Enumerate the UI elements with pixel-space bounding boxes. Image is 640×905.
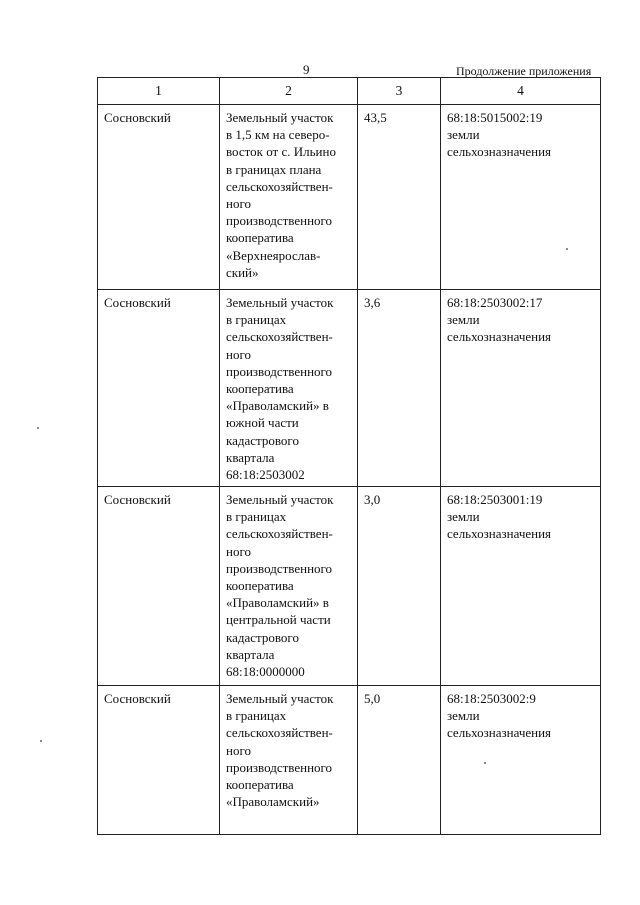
table-row: [98, 290, 601, 487]
scan-speck: [37, 427, 39, 429]
scan-speck: [566, 248, 568, 250]
land-plots-table: [97, 77, 601, 835]
district-text: Сосновский: [104, 295, 171, 310]
column-header: 4: [441, 78, 601, 105]
district-cell: [98, 290, 220, 487]
area-text: 3,0: [364, 492, 381, 507]
area-cell: [358, 487, 441, 686]
description-text: Земельный участок в границах сельскохозяйствен- ного производственного кооператива «Праволамский» в центральной части кадастрового квартала 68:18:0000000: [226, 492, 334, 680]
cadastre-text: 68:18:2503002:9 земли сельхозназначения: [447, 691, 552, 741]
column-header: 1: [98, 78, 220, 105]
description-cell: [220, 290, 358, 487]
area-text: 5,0: [364, 691, 381, 706]
area-cell: [358, 290, 441, 487]
district-cell: [98, 487, 220, 686]
description-cell: [220, 487, 358, 686]
cadastre-cell: [441, 487, 601, 686]
description-cell: [220, 686, 358, 835]
cadastre-text: 68:18:2503001:19 земли сельхозназначения: [447, 492, 552, 542]
description-text: Земельный участок в границах сельскохозяйствен- ного производственного кооператива «Праволамский» в южной части кадастрового квартала 68:18:2503002: [226, 295, 334, 483]
page-number: 9: [303, 62, 310, 77]
column-header: 2: [220, 78, 358, 105]
district-text: Сосновский: [104, 691, 171, 706]
continuation-note: Продолжение приложения: [456, 64, 592, 78]
scan-speck: [40, 740, 42, 742]
area-cell: [358, 686, 441, 835]
area-cell: [358, 105, 441, 290]
description-text: Земельный участок в границах сельскохозяйствен- ного производственного кооператива «Праволамский»: [226, 691, 334, 810]
cadastre-cell: [441, 686, 601, 835]
scan-speck: [484, 762, 486, 764]
area-text: 3,6: [364, 295, 381, 310]
cadastre-text: 68:18:2503002:17 земли сельхозназначения: [447, 295, 552, 345]
description-text: Земельный участок в 1,5 км на северо- восток от с. Ильино в границах плана сельскохозяйствен- ного производственного кооператива «Верхнеярослав- ский»: [226, 110, 336, 280]
area-text: 43,5: [364, 110, 387, 125]
cadastre-cell: [441, 290, 601, 487]
table-header-row: [98, 78, 601, 105]
column-header: 3: [358, 78, 441, 105]
cadastre-text: 68:18:5015002:19 земли сельхозназначения: [447, 110, 552, 160]
table-row: [98, 487, 601, 686]
cadastre-cell: [441, 105, 601, 290]
description-cell: [220, 105, 358, 290]
district-text: Сосновский: [104, 110, 171, 125]
table-row: [98, 105, 601, 290]
district-text: Сосновский: [104, 492, 171, 507]
table-row: [98, 686, 601, 835]
district-cell: [98, 105, 220, 290]
district-cell: [98, 686, 220, 835]
